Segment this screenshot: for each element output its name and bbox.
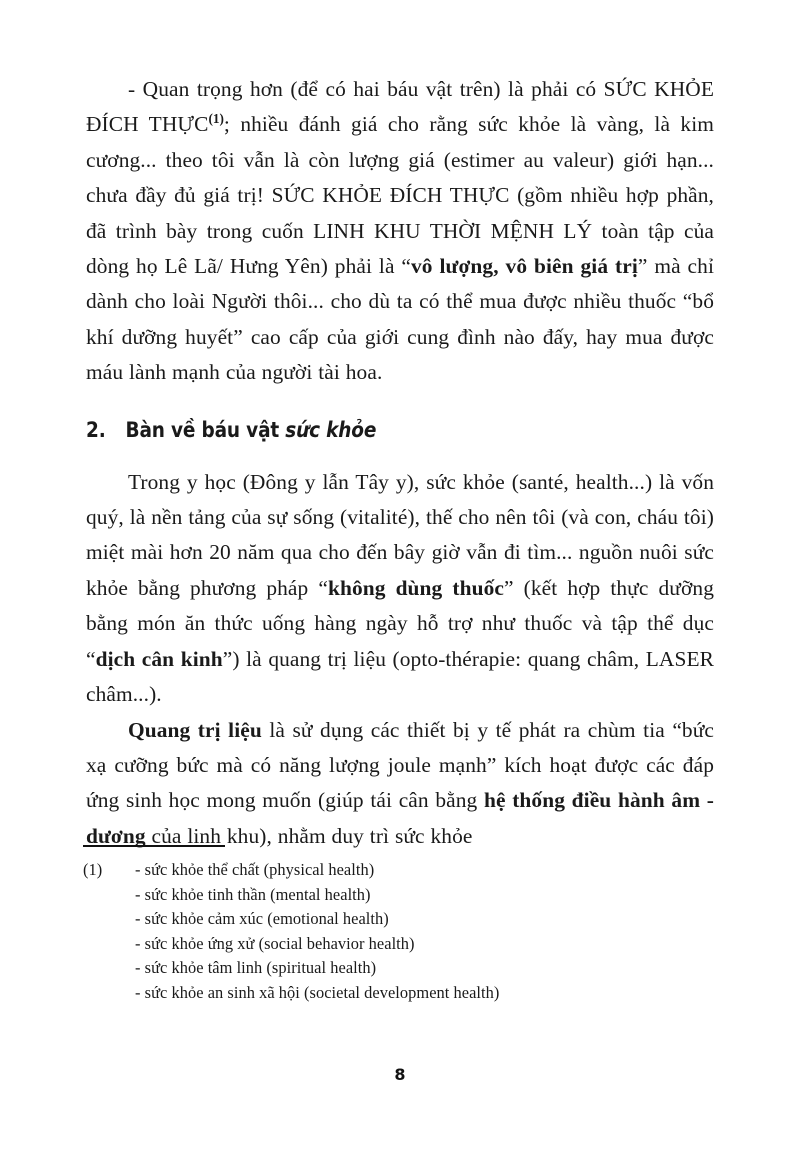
footnote-item bbox=[83, 956, 723, 981]
footnote-text: - sức khỏe thể chất (physical health) bbox=[135, 860, 375, 879]
footnote-item bbox=[83, 883, 723, 908]
footnote-section bbox=[83, 845, 723, 1006]
paragraph-3-part-1: là sử dụng các thiết bị y tế phát ra chùm tia “bức xạ cưỡng bức mà có năng lượng joule mạnh” kích hoạt được các đáp ứng sinh học mong muốn (giúp tái cân bằng bbox=[86, 717, 714, 813]
paragraph-1-tail: ” mà chỉ dành cho loài Người thôi... cho dù ta có thể mua được nhiều thuốc “bổ khí dưỡng huyết” cao cấp của giới cung đình nào đấy, hay mua được máu lành mạnh của người tài hoa. bbox=[86, 254, 714, 385]
paragraph-1 bbox=[86, 72, 714, 391]
paragraph-3 bbox=[86, 713, 714, 855]
paragraph-3-part-2: của linh khu), nhằm duy trì sức khỏe bbox=[145, 823, 473, 848]
paragraph-3-emphasis-2: hệ thống điều hành âm - dương bbox=[86, 788, 714, 848]
footnote-item bbox=[83, 932, 723, 957]
paragraph-2-emphasis-2: dịch cân kinh bbox=[95, 646, 223, 671]
paragraph-1-lead: - Quan trọng hơn (để có hai báu vật trên) là phải có SỨC KHỎE ĐÍCH THỰC bbox=[86, 77, 714, 137]
paragraph-2-part-2: ” (kết hợp thực dưỡng bằng món ăn thức uống hàng ngày hỗ trợ như thuốc và tập thể dục “ bbox=[86, 575, 714, 671]
footnote-reference-1[interactable]: (1) bbox=[208, 111, 224, 127]
section-number: 2. bbox=[86, 417, 106, 443]
paragraph-2-part-3: ”) là quang trị liệu (opto-thérapie: quang châm, LASER châm...). bbox=[86, 646, 714, 707]
footnote-text: - sức khỏe an sinh xã hội (societal development health) bbox=[135, 982, 500, 1002]
page-content bbox=[86, 72, 714, 854]
footnote-text: - sức khỏe tâm linh (spiritual health) bbox=[135, 958, 377, 978]
paragraph-2 bbox=[86, 465, 714, 713]
footnote-text: - sức khỏe cảm xúc (emotional health) bbox=[135, 909, 389, 929]
section-title-italic: sức khỏe bbox=[285, 417, 377, 443]
section-heading-2 bbox=[86, 417, 626, 445]
footnote-list bbox=[83, 858, 723, 1006]
paragraph-1-after-marker: ; nhiều đánh giá cho rằng sức khỏe là vàng, là kim cương... theo tôi vẫn là còn lượng giá (estimer au valeur) giới hạn... chưa đầy đủ giá trị! SỨC KHỎE ĐÍCH THỰC (gồm nhiều hợp phần, đã trình bày trong cuốn LINH KHU THỜI MỆNH LÝ toàn tập của dòng họ Lê Lã/ Hưng Yên) phải là “ bbox=[86, 112, 714, 279]
footnote-marker: (1) bbox=[83, 860, 103, 879]
footnote-item bbox=[83, 858, 723, 883]
paragraph-2-emphasis-1: không dùng thuốc bbox=[327, 575, 504, 600]
page-number: 8 bbox=[394, 1065, 406, 1084]
footnote-item bbox=[83, 981, 723, 1006]
paragraph-1-emphasis-1: vô lượng, vô biên giá trị bbox=[411, 254, 638, 279]
section-title-regular: Bàn về báu vật bbox=[125, 417, 286, 443]
paragraph-2-part-1: Trong y học (Đông y lẫn Tây y), sức khỏe (santé, health...) là vốn quý, là nền tảng của sự sống (vitalité), thế cho nên tôi (và con, cháu tôi) miệt mài hơn 20 năm qua cho đến bây giờ vẫn đi tìm... nguồn nuôi sức khỏe bằng phương pháp “ bbox=[86, 469, 714, 600]
footnote-text: - sức khỏe tinh thần (mental health) bbox=[135, 884, 371, 904]
footnote-text: - sức khỏe ứng xử (social behavior health) bbox=[135, 933, 415, 953]
footnote-separator-rule bbox=[83, 845, 225, 847]
section-title bbox=[126, 417, 377, 445]
paragraph-3-emphasis-1: Quang trị liệu bbox=[128, 717, 262, 742]
footnote-item bbox=[83, 907, 723, 932]
